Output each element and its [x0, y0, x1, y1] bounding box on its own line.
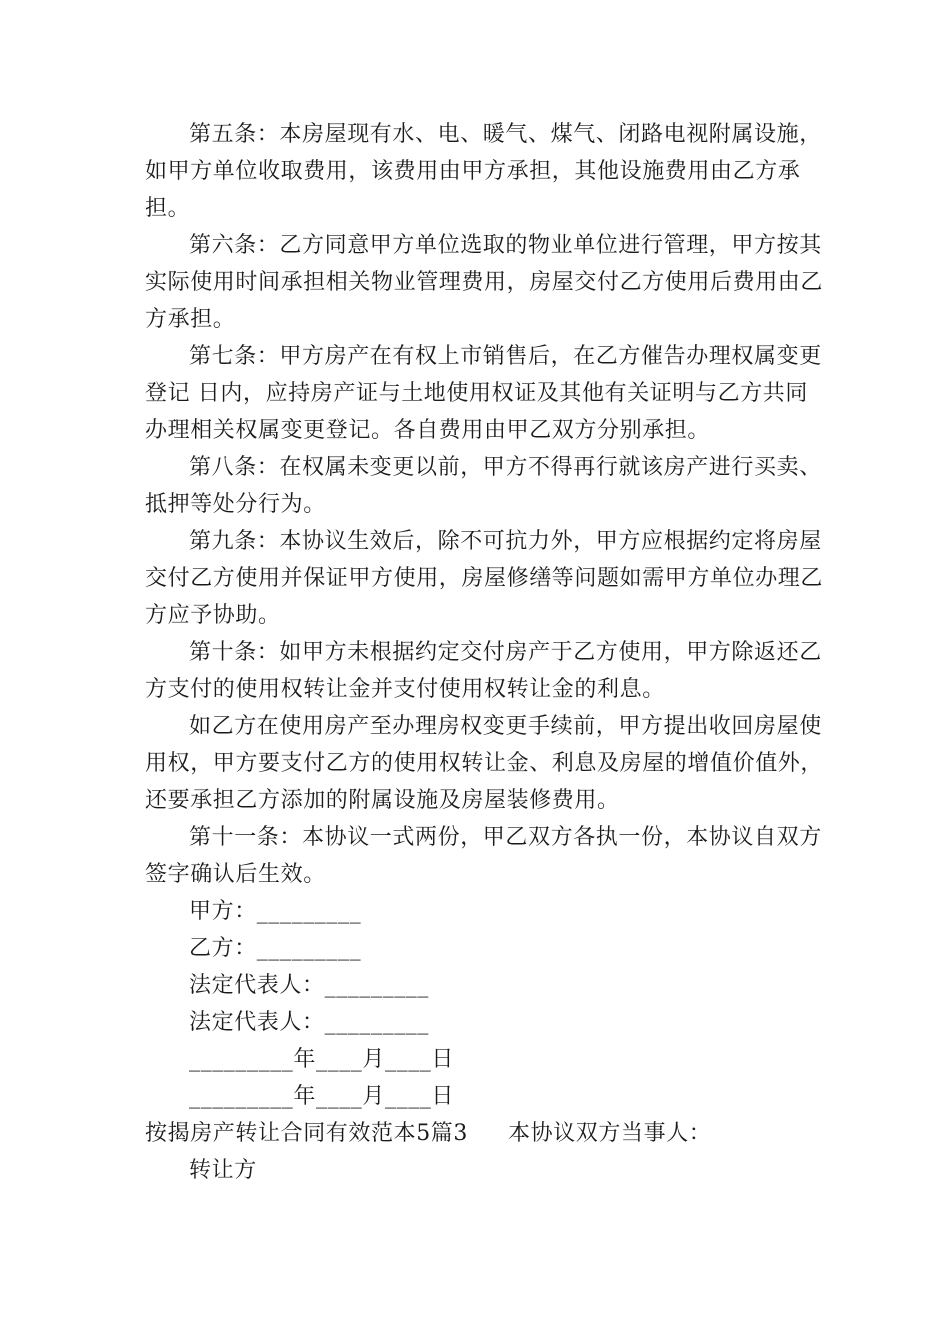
next-section-title: 按揭房产转让合同有效范本5篇3 [145, 1121, 468, 1146]
article-11-paragraph: 第十一条：本协议一式两份，甲乙双方各执一份，本协议自双方签字确认后生效。 [145, 825, 822, 887]
article-6-paragraph: 第六条：乙方同意甲方单位选取的物业单位进行管理，甲方按其实际使用时间承担相关物业管理费用，房屋交付乙方使用后费用由乙方承担。 [145, 233, 824, 332]
next-section-intro: 本协议双方当事人： [508, 1121, 712, 1146]
article-7-paragraph: 第七条：甲方房产在有权上市销售后，在乙方催告办理权属变更登记 日内，应持房产证与土地使用权证及其他有关证明与乙方共同办理相关权属变更登记。各自费用由甲乙双方分别承担。 [145, 344, 822, 443]
date-line-2: _________年____月____日 [189, 1084, 455, 1109]
document-page [145, 116, 825, 1189]
next-section-heading-line [145, 1115, 825, 1152]
party-b-signature-line: 乙方：_________ [189, 936, 362, 961]
article-5-paragraph: 第五条：本房屋现有水、电、暖气、煤气、闭路电视附属设施，如甲方单位收取费用，该费用由甲方承担，其他设施费用由乙方承担。 [145, 122, 822, 221]
transferor-label: 转让方 [189, 1158, 257, 1183]
article-8-paragraph: 第八条：在权属未变更以前，甲方不得再行就该房产进行买卖、抵押等处分行为。 [145, 455, 822, 517]
legal-representative-line-2: 法定代表人：_________ [189, 1010, 430, 1035]
legal-representative-line-1: 法定代表人：_________ [189, 973, 430, 998]
article-9-paragraph: 第九条：本协议生效后，除不可抗力外，甲方应根据约定将房屋交付乙方使用并保证甲方使用，房屋修缮等问题如需甲方单位办理乙方应予协助。 [145, 529, 824, 628]
party-a-signature-line: 甲方：_________ [189, 899, 362, 924]
date-line-1: _________年____月____日 [189, 1047, 455, 1072]
article-10-continuation-paragraph: 如乙方在使用房产至办理房权变更手续前，甲方提出收回房屋使用权，甲方要支付乙方的使用权转让金、利息及房屋的增值价值外，还要承担乙方添加的附属设施及房屋装修费用。 [145, 714, 824, 813]
article-10-paragraph: 第十条：如甲方未根据约定交付房产于乙方使用，甲方除返还乙方支付的使用权转让金并支付使用权转让金的利息。 [145, 640, 822, 702]
